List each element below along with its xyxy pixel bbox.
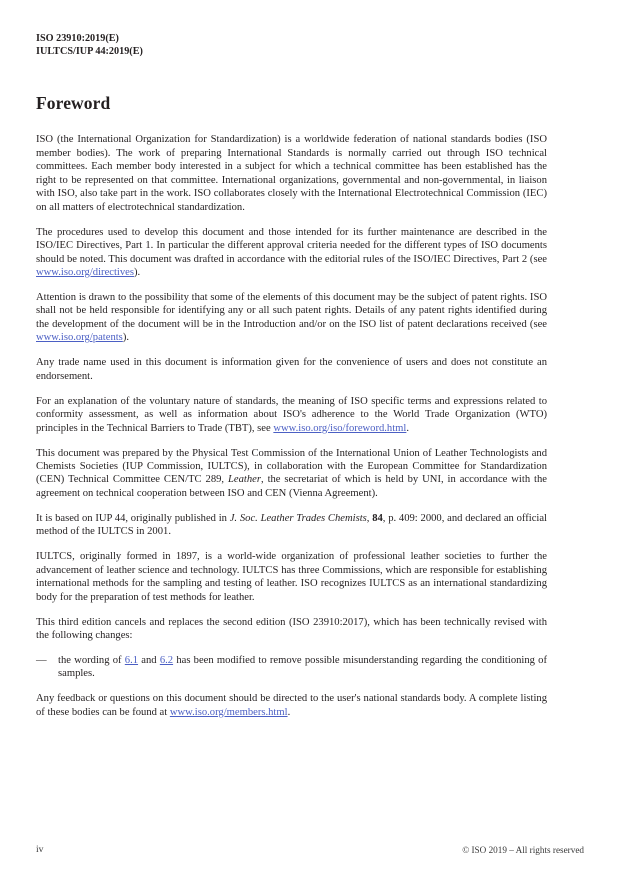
- em-dash-bullet: —: [36, 654, 47, 666]
- paragraph-iup44-origin: [36, 512, 547, 539]
- paragraph-iup44-text-before: It is based on IUP 44, originally published in: [36, 512, 230, 524]
- paragraph-procedures-text-after: ).: [133, 266, 141, 278]
- paragraph-voluntary-nature-text-before: For an explanation of the voluntary nature of standards, the meaning of ISO specific terms and expressions related to conformity assessment, as well as information about ISO's adherence to the World Trade Organization (WTO) principles in the Technical Barriers to Trade (TBT), see: [36, 395, 547, 434]
- document-header: [36, 32, 547, 58]
- page-content: [36, 32, 547, 719]
- paragraph-procedures: [36, 226, 547, 280]
- paragraph-feedback-text-before: Any feedback or questions on this document should be directed to the user's national standards body. A complete listing of these bodies can be found at: [36, 693, 547, 718]
- paragraph-preparation: [36, 447, 547, 501]
- link-clause-6-1[interactable]: 6.1: [124, 654, 139, 666]
- list-item: [36, 654, 547, 681]
- paragraph-iso-description: ISO (the International Organization for Standardization) is a worldwide federation of national standards bodies (ISO member bodies). The work of preparing International Standards is normally carried out through ISO technical committees. Each member body interested in a subject for which a technical committee has been established has the right to be represented on that committee. International organizations, governmental and non-governmental, in liaison with ISO, also take part in the work. ISO collaborates closely with the International Electrotechnical Commission (IEC) on all matters of electrotechnical standardization.: [36, 134, 547, 213]
- journal-volume-number: 84: [372, 512, 383, 524]
- page-number: iv: [36, 844, 44, 855]
- paragraph-patent-rights-text-after: ).: [122, 332, 129, 344]
- paragraph-iup44-text-after: , p. 409: 2000, and declared an official method of the IULTCS in 2001.: [36, 512, 547, 538]
- paragraph-preparation-text-after: , the secretariat of which is held by UNI, in accordance with the agreement on technical cooperation between ISO and CEN (Vienna Agreement).: [36, 474, 547, 499]
- document-header-line-1: ISO 23910:2019(E): [36, 33, 119, 44]
- foreword-body: [36, 133, 547, 719]
- paragraph-patent-rights: [36, 291, 547, 345]
- page-footer: [36, 842, 584, 856]
- link-iso-members[interactable]: www.iso.org/members.html: [169, 706, 288, 718]
- copyright-notice: © ISO 2019 – All rights reserved: [462, 845, 584, 855]
- paragraph-voluntary-nature-text-after: .: [406, 422, 410, 434]
- link-iso-patents[interactable]: www.iso.org/patents: [36, 332, 123, 344]
- paragraph-patent-rights-text-before: Attention is drawn to the possibility that some of the elements of this document may be the subject of patent rights. ISO shall not be held responsible for identifying any or all such patent rights. Details of any patent rights identified during the development of the document will be in the Introduction and/or on the ISO list of patent declarations received (see: [36, 291, 547, 330]
- paragraph-preparation-text-before: This document was prepared by the Physical Test Commission of the International Union of Leather Technologists and Chemists Societies (IUP Commission, IULTCS), in collaboration with the European Committee for Standardization (CEN) Technical Committee CEN/TC 289,: [36, 447, 547, 486]
- list-item-text: [58, 654, 547, 681]
- paragraph-procedures-text-before: The procedures used to develop this document and those intended for its further maintenance are described in the ISO/IEC Directives, Part 1. In particular the different approval criteria needed for the different types of ISO documents should be noted. This document was drafted in accordance with the editorial rules of the ISO/IEC Directives, Part 2 (see: [36, 226, 547, 265]
- link-iso-foreword[interactable]: www.iso.org/iso/foreword.html: [273, 422, 407, 434]
- page-title: Foreword: [36, 93, 111, 114]
- list-item-text-middle: and: [138, 654, 160, 666]
- link-clause-6-2[interactable]: 6.2: [159, 654, 174, 666]
- list-item-text-before: the wording of: [58, 654, 125, 666]
- paragraph-voluntary-nature: [36, 395, 547, 435]
- emphasis-leather: Leather: [228, 474, 261, 486]
- paragraph-feedback-text-after: .: [287, 706, 291, 718]
- emphasis-journal-title: J. Soc. Leather Trades Chemists: [229, 512, 367, 524]
- paragraph-iup44-separator: ,: [366, 512, 373, 524]
- document-header-line-2: IULTCS/IUP 44:2019(E): [36, 46, 143, 58]
- list-item-text-after: has been modified to remove possible misunderstanding regarding the conditioning of samples.: [58, 654, 548, 680]
- link-iso-directives[interactable]: www.iso.org/directives: [36, 266, 134, 278]
- paragraph-feedback: [36, 692, 547, 719]
- paragraph-trade-name: Any trade name used in this document is information given for the convenience of users and does not constitute an endorsement.: [36, 357, 547, 382]
- paragraph-third-edition: This third edition cancels and replaces the second edition (ISO 23910:2017), which has been technically revised with the following changes:: [36, 616, 547, 641]
- paragraph-iultcs-history: IULTCS, originally formed in 1897, is a world-wide organization of professional leather societies to further the advancement of leather science and technology. IULTCS has three Commissions, which are responsible for establishing international methods for the sampling and testing of leather. ISO recognizes IULTCS as an international standardizing body for the preparation of test methods for leather.: [36, 551, 547, 603]
